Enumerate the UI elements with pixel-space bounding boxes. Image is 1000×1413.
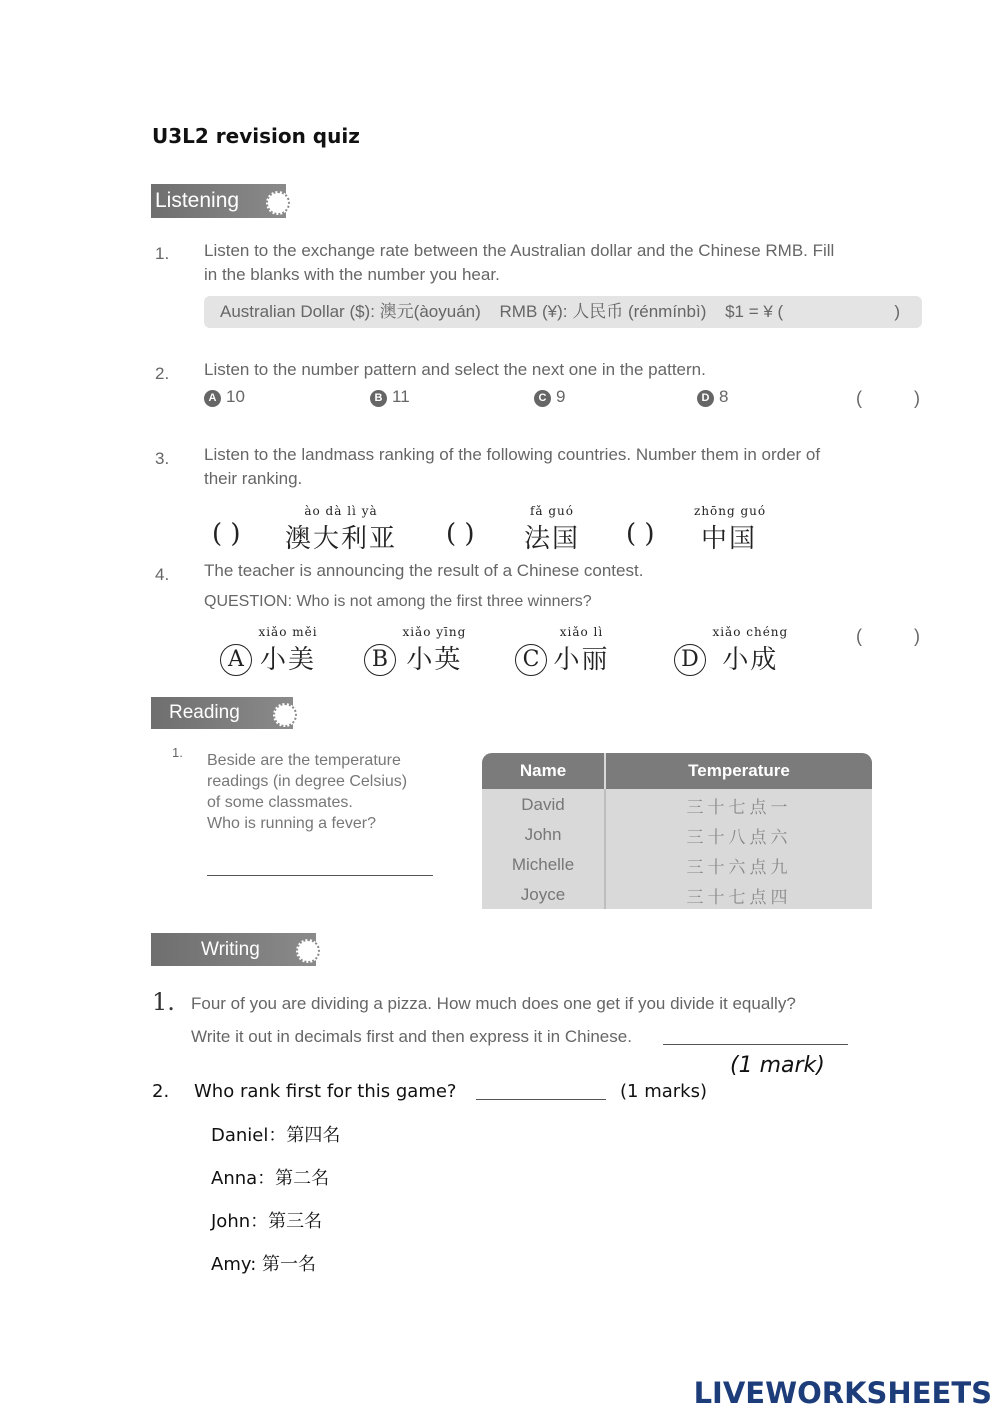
australia-hanzi: 澳大利亚	[284, 524, 397, 554]
option-d-badge: D	[697, 390, 714, 407]
writing-label: Writing	[201, 939, 260, 960]
writing-banner	[151, 933, 316, 966]
option-d-circle: D	[674, 644, 706, 676]
option-a-badge: A	[204, 390, 221, 407]
listening-q2-number: 2.	[155, 364, 170, 383]
xiaomei-hanzi: 小美	[260, 645, 317, 675]
q1-line2: in the blanks with the number you hear.	[204, 265, 500, 284]
reading-banner	[151, 697, 293, 729]
writing-q2-text: Who rank first for this game?	[194, 1081, 457, 1102]
q4-paren-open: (	[856, 626, 862, 646]
ornament-icon	[273, 703, 297, 727]
listening-q2-text: Listen to the number pattern and select the next one in the pattern.	[204, 360, 706, 379]
header-name: Name	[482, 753, 604, 789]
writing-q1-line1: Four of you are dividing a pizza. How much does one get if you divide it equally?	[191, 994, 796, 1013]
option-c-value: 9	[556, 387, 566, 406]
q4-answer-blank[interactable]	[866, 626, 912, 648]
reading-line1: Beside are the temperature	[207, 752, 401, 769]
q3-blank-australia[interactable]: ( )	[212, 519, 241, 549]
option-b-badge: B	[370, 390, 387, 407]
rate-label: $1 = ¥ (	[725, 302, 784, 321]
q2-paren-close: )	[914, 388, 920, 408]
country-france	[520, 504, 584, 555]
listening-q1-number: 1.	[155, 244, 170, 263]
q2-option-d	[697, 387, 728, 407]
option-a-circle: A	[220, 644, 252, 676]
reading-label: Reading	[169, 702, 240, 723]
aud-label: Australian Dollar ($): 澳元(àoyuán)	[220, 302, 481, 321]
ornament-icon	[296, 939, 320, 963]
writing-q2-number: 2.	[152, 1081, 170, 1102]
q4-option-b[interactable]	[364, 625, 466, 676]
country-australia	[280, 504, 402, 555]
listening-q4-question: QUESTION: Who is not among the first three winners?	[204, 593, 592, 610]
reading-line4: Who is running a fever?	[207, 815, 376, 832]
listening-banner	[151, 184, 286, 218]
listening-q3-text	[204, 443, 934, 491]
ranking-item: Anna：第二名	[211, 1168, 330, 1189]
reading-line2: readings (in degree Celsius)	[207, 773, 408, 790]
writing-q1-answer-line[interactable]	[663, 1044, 848, 1045]
france-hanzi: 法国	[523, 524, 580, 554]
ranking-item: Amy: 第一名	[211, 1254, 316, 1275]
reading-q1-number: 1.	[172, 745, 183, 760]
row-name: Joyce	[520, 885, 566, 904]
q2-option-b	[370, 387, 410, 407]
page-title: U3L2 revision quiz	[152, 124, 360, 148]
q2-paren-open: (	[856, 388, 862, 408]
xiaoying-hanzi: 小英	[406, 645, 463, 675]
option-b-value: 11	[392, 387, 410, 406]
china-hanzi: 中国	[700, 524, 757, 554]
writing-q1-line2: Write it out in decimals first and then express it in Chinese.	[191, 1027, 632, 1046]
rmb-label: RMB (¥): 人民币 (rénmínbì)	[499, 302, 707, 321]
xiaoli-pinyin: xiǎo lì	[559, 625, 604, 639]
listening-q4-number: 4.	[155, 565, 170, 584]
q2-option-c	[534, 387, 565, 407]
exchange-rate-answer-blank[interactable]	[846, 301, 902, 323]
reading-line3: of some classmates.	[207, 794, 353, 811]
listening-q3-number: 3.	[155, 449, 170, 468]
china-pinyin: zhōng guó	[694, 504, 767, 518]
option-a-value: 10	[226, 387, 245, 406]
q4-option-c[interactable]	[515, 625, 609, 676]
option-c-badge: C	[534, 390, 551, 407]
q3-blank-france[interactable]: ( )	[446, 519, 475, 549]
listening-q1-text	[204, 239, 934, 287]
option-c-circle: C	[515, 644, 547, 676]
row-temp: 三十七点四	[686, 888, 792, 908]
handwritten-mark-note: (1 mark)	[730, 1053, 825, 1078]
q1-line1: Listen to the exchange rate between the Australian dollar and the Chinese RMB. Fill	[204, 241, 835, 260]
country-china	[694, 504, 767, 555]
row-temp: 三十七点一	[686, 798, 792, 818]
q3-line1: Listen to the landmass ranking of the following countries. Number them in order of	[204, 445, 821, 464]
australia-pinyin: ào dà lì yà	[304, 504, 378, 518]
q3-blank-china[interactable]: ( )	[626, 519, 655, 549]
q4-option-d[interactable]	[674, 625, 788, 676]
q2-option-a	[204, 387, 245, 407]
header-temperature: Temperature	[606, 753, 872, 789]
xiaoying-pinyin: xiǎo yīng	[402, 625, 467, 639]
option-d-value: 8	[719, 387, 729, 406]
row-name: David	[521, 795, 565, 814]
xiaomei-pinyin: xiǎo měi	[258, 625, 318, 639]
row-name: Michelle	[511, 855, 575, 874]
liveworksheets-brand: LIVEWORKSHEETS	[693, 1376, 992, 1410]
row-temp: 三十六点九	[686, 858, 792, 878]
france-pinyin: fǎ guó	[529, 504, 575, 518]
writing-q2-marks: (1 marks)	[620, 1081, 707, 1102]
ranking-item: Daniel：第四名	[211, 1125, 341, 1146]
listening-label: Listening	[155, 189, 240, 212]
temperature-table	[482, 753, 872, 909]
q4-option-a[interactable]	[220, 625, 318, 676]
reading-answer-line[interactable]	[207, 875, 433, 876]
exchange-rate-bar	[204, 296, 922, 328]
rate-close-paren: )	[894, 302, 900, 321]
xiaoli-hanzi: 小丽	[553, 645, 610, 675]
writing-q2-answer-line[interactable]	[476, 1099, 606, 1100]
listening-q4-text: The teacher is announcing the result of a Chinese contest.	[204, 561, 644, 580]
xiaocheng-pinyin: xiǎo chéng	[712, 625, 789, 639]
row-name: John	[524, 825, 562, 844]
q4-paren-close: )	[914, 626, 920, 646]
option-b-circle: B	[364, 644, 396, 676]
q3-line2: their ranking.	[204, 469, 303, 488]
ranking-item: John：第三名	[211, 1211, 323, 1232]
q2-answer-blank[interactable]	[866, 388, 912, 410]
reading-q1-text	[207, 750, 407, 834]
row-temp: 三十八点六	[686, 828, 792, 848]
ornament-icon	[266, 191, 290, 215]
xiaocheng-hanzi: 小成	[722, 645, 779, 675]
writing-q1-number: 1.	[152, 988, 175, 1016]
